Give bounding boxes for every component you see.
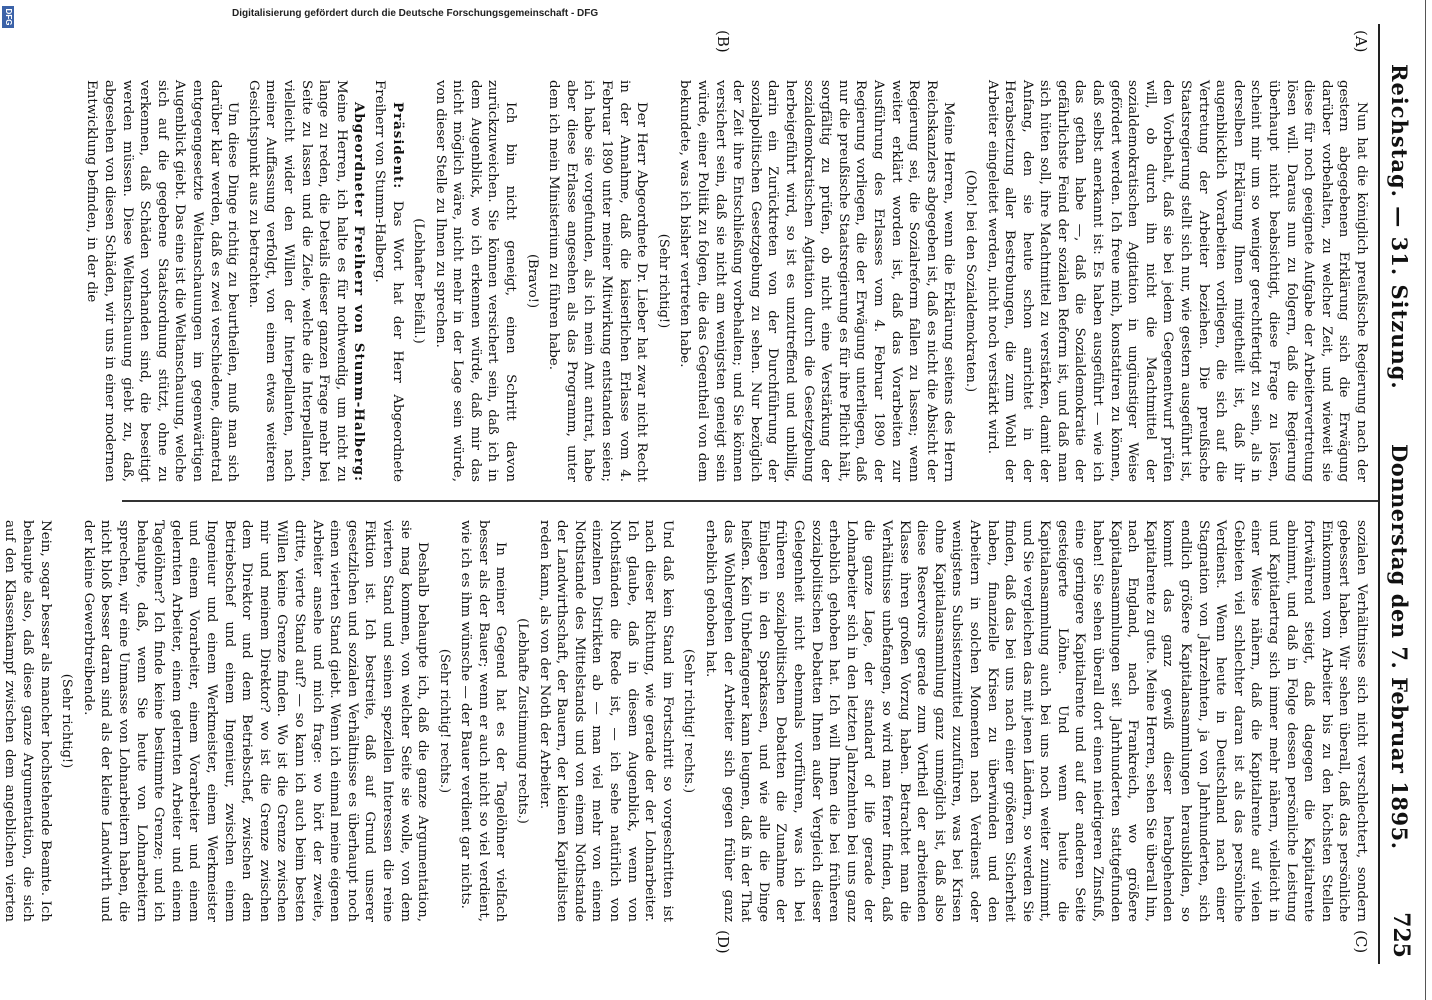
paragraph-text: Meine Herren, ich halte es für nothwendig, um nicht zu lange zu reden, die Details dieser ganzen Frage mehr bei Seite zu lassen und die Ziele, welche die Interpellanten, vielleicht wider den Willen der Interpellanten, nach meiner Auffassung verfolgt, von einem etwas weiteren Gesichtspunkt aus zu betrachten. — [245, 80, 349, 482]
paragraph: Meine Herren, wenn die Erklärung seitens des Herrn Reichskanzlers abgegeben ist, daß es nicht die Absicht der Regierung sei, die Sozialreform fallen zu lassen; wenn weiter erklärt worden ist, daß das Vorarbeiten zur Ausführung des Erlasses vom 4. Februar 1890 der Regierung vorliegen, die der Erwägung unterliegen, daß nur die preußische Staatsregierung es für ihre Pflicht hält, sorgfältig zu prüfen, ob nicht eine Verstärkung der sozialdemokratischen Agitation durch die Gesetzgebung herbeigeführt wird, so ist es unzutreffend und unbillig, darin ein Zurücktreten von der Durchführung der sozialpolitischen Gesetzgebung zu sehen. Nur bezüglich der Zeit ihre Entschließung vorbehalten; und Sie können versichert sein, daß sie nicht am wenigsten geneigt sein würde, einer Politik zu folgen, die das Gegentheil von dem bekundete, was ich bisher vertreten habe. — [677, 80, 957, 482]
column-left — [84, 80, 1370, 482]
page-number: 725 — [1388, 912, 1414, 958]
page-header — [1378, 24, 1418, 964]
paragraph-text: Das Wort hat der Herr Abgeordnete Freiherr von Stumm-Halberg. — [371, 80, 405, 482]
paragraph: Ich bin nicht geneigt, einen Schritt davon zurückzuweichen. Sie können versichert sein, daß ich in dem Augenblick, wo ich erkennen würde, daß mir das nicht möglich wäre, nicht mehr in der Lage sein würde, von dieser Stelle zu Ihnen zu sprechen. — [432, 80, 519, 482]
page-top-edge — [1425, 0, 1432, 1000]
paragraph: Deshalb behaupte ich, daß die ganze Argumentation, sie mag kommen, von welcher Seite sie wolle, von dem vierten Stand und seinen speziellen Interessen die reine Fiktion ist. Ich bestreite, daß auf Grund unserer gesetzlichen und sozialen Verhältnisse es überhaupt noch einen vierten Stand giebt. Wenn ich einmal meine eigenen Arbeiter ansehe und mich frage: wo hört der zweite, dritte, vierte Stand auf? — so kann ich auch beim besten Willen keine Grenze finden. Wo ist die Grenze zwischen mir und meinem Direktor? wo ist die Grenze zwischen dem Direktor und dem Betriebschef, zwischen dem Betriebschef und einem Ingenieur, zwischen einem Ingenieur und einem Werkmeister, einem Werkmeister und einem Vorarbeiter, einem Vorarbeiter und einem gelernten Arbeiter, einem gelernten Arbeiter und einem Tagelöhner? Ich finde keine bestimmte Grenze; und ich behaupte, daß, wenn Sie heute von Lohnarbeitern sprechen, wir eine Unmasse von Lohnarbeitern haben, die nicht bloß besser daran sind als der kleine Landwirth und der kleine Gewerbtreibende. — [80, 520, 431, 922]
speaker-label: Präsident: — [389, 102, 406, 190]
paragraph: Um diese Dinge richtig zu beurtheilen, muß man sich darüber klar werden, daß es zwei verschiedene, diametral entgegengesetzte Weltanschauungen im gegenwärtigen Augenblick giebt. Das eine ist die Weltanschauung, welche sich auf die gegebene Staatsordnung stützt, ohne zu verkennen, daß Schäden vorhanden sind, die beseitigt werden müssen. Diese Weltanschauung giebt zu, daß, abgesehen von diesen Schäden, wir uns in einer modernen Entwicklung befinden, in der die — [84, 80, 241, 482]
margin-marker-b: (B) — [714, 30, 732, 53]
margin-marker-d: (D) — [714, 930, 732, 954]
paragraph: In meiner Gegend hat es der Tagelöhner vielfach besser als der Bauer; wenn er auch nicht so viel verdient, wie ich es ihm wünsche — der Bauer verdient gar nichts. — [458, 520, 509, 922]
margin-marker-c: (C) — [1352, 930, 1370, 954]
header-date: Donnerstag den 7. Februar 1895. — [1387, 444, 1412, 850]
stage-direction: (Lebhafter Beifall.) — [411, 218, 427, 344]
column-right — [2, 520, 1370, 922]
header-rule — [1378, 24, 1380, 964]
dfg-logo: DFG — [2, 6, 14, 28]
president-paragraph — [370, 80, 405, 482]
paragraph: Nun hat die königlich preußische Regierung nach der gestern abgegebenen Erklärung sich die Erwägung darüber vorbehalten, zu welcher Zeit, und wieweit sie diese für noch geeignete Aufgabe der Arbeitervertretung lösen will. Daraus nun zu folgern, daß die Regierung überhaupt nicht beabsichtigt, diese Frage zu lösen, scheint mir um so weniger gerechtfertigt zu sein, als in derselben Erklärung Ihnen mitgetheilt ist, daß ihr augenblicklich Vorarbeiten vorliegen, die sich auf die Vertretung der Arbeiter beziehen. Die preußische Staatsregierung stellt sich nur, wie gestern ausgeführt ist, den Vorbehalt, daß sie bei jedem Gegenentwurf prüfen will, ob durch ihn nicht die Machtmittel der sozialdemokratischen Agitation in ungünstiger Weise gefördert werden. Ich freue mich, konstatiren zu können, daß selbst anerkannt ist: Es haben ausgeführt — wie ich das gethan habe —, daß die Sozialdemokratie der gefährlichste Feind der sozialen Reform ist, und daß man sich hüten soll, ihre Machtmittel zu verstärken, damit der Anfang, den sie heute schon anrichtet in der Herabsetzung aller Bestrebungen, die zum Wohl der Arbeiter eingeleitet werden, nicht noch verstärkt wird. — [984, 80, 1369, 482]
paragraph: sozialen Verhältnisse sich nicht verschlechtert, sondern gebessert haben. Wir sehen überall, daß das persönliche Einkommen vom Arbeiter bis zu den höchsten Stellen fortwährend steigt, daß dagegen die Kapitalrente abnimmt, und daß in Folge dessen persönliche Leistung und Kapitalertrag sich immer mehr nähern, vielleicht in einer Weise nähern, daß die Kapitalrente auf vielen Gebieten viel schlechter daran ist als das persönliche Verdienst. Wenn heute in Deutschland nach einer Stagnation von Jahrzehnten, ja von Jahrhunderten, sich endlich größere Kapitalansammlungen herausbilden, so kommt das ganz gewiß dieser herabgehenden Kapitalrente zu gute. Meine Herren, sehen Sie überall hin, nach England, nach Frankreich, wo größere Kapitalansammlungen seit Jahrhunderten stattgefunden haben! Sie sehen überall dort einen niedrigeren Zinsfuß, eine geringere Kapitalrente und auf der anderen Seite gesteigerte Löhne. Und wenn heute die Kapitalansammlung auch bei uns noch weiter zunimmt, und Sie vergleichen das mit jenen Ländern, so werden Sie finden, daß das bei uns nach einer größeren Sicherheit haben, finanzielle Krisen zu überwinden und den Arbeitern in solchen Momenten nach Verdienst oder wenigstens Subsistenzmittel zuzuführen, was bei Krisen ohne Kapitalansammlung ganz unmöglich ist, daß also diese Reservoirs gerade zum Vortheil der arbeitenden Klasse ihren großen Vorzug haben. Betrachtet man die Verhältnisse unbefangen, so wird man ferner finden, daß die ganze Lage, der standard of life gerade der Lohnarbeiter sich in den letzten Jahrzehnten bei uns ganz erheblich gehoben hat. Ich will Ihnen die bei früheren sozialpolitischen Debatten Ihnen außer Vergleich dieser Gelegenheit nicht ebenmals vorführen, was ich bei früheren sozialpolitischen Debatten die Zunahme der Einlagen in den Sparkassen, und wie alle die Dinge heißen. Kein Unbefangener kann leugnen, daß in der That das Wohlergehen der Arbeiter sich gegen früher ganz erheblich gehoben hat. — [703, 520, 1369, 922]
stage-direction: (Sehr richtig! rechts.) — [681, 648, 697, 794]
column-divider — [122, 500, 1378, 502]
stage-direction: (Sehr richtig!) — [59, 673, 75, 769]
header-session: Reichstag. — 31. Sitzung. — [1387, 64, 1412, 390]
digitization-credit: Digitalisierung gefördert durch die Deutsche Forschungsgemeinschaft - DFG — [232, 8, 599, 19]
stage-direction: (Oho! bei den Sozialdemokraten.) — [962, 169, 978, 393]
paragraph: Und daß kein Stand im Fortschritt so vorgeschritten ist nach dieser Richtung, wie gerade der der Lohnarbeiter. Ich glaube, daß in diesem Augenblick, wenn von Nothständen die Rede ist, — ich sehe natürlich von einzelnen Distrikten ab — man viel mehr von einem Nothstande des Mittelstands und von einem Nothstande der Landwirthschaft, der Bauern, der kleinen Kapitalisten reden kann, als von der Noth der Arbeiter. — [536, 520, 675, 922]
margin-marker-a: (A) — [1352, 30, 1370, 53]
stage-direction: (Sehr richtig! rechts.) — [436, 648, 452, 794]
paragraph: Der Herr Abgeordnete Dr. Lieber hat zwar nicht Recht in der Annahme, daß die kaiserlichen Erlasse vom 4. Februar 1890 unter meiner Mitwirkung entstanden seien; ich habe sie vorgefunden, als ich mein Amt antrat, habe aber diese Erlasse angesehen als das Programm, unter dem ich mein Ministerium zu führen habe. — [546, 80, 650, 482]
speech-paragraph — [244, 80, 367, 482]
stage-direction: (Lebhafte Zustimmung rechts.) — [515, 618, 531, 824]
stage-direction: (Sehr richtig!) — [655, 233, 671, 329]
stage-direction: (Bravo!) — [524, 253, 540, 309]
speaker-label: Abgeordneter Freiherr von Stumm-Halberg: — [351, 102, 368, 482]
paragraph: Nein, sogar besser als mancher hochstehende Beamte. Ich behaupte also, daß diese ganze Argumentation, die sich auf den Klassenkampf zwischen dem angeblichen vierten — [2, 520, 53, 922]
